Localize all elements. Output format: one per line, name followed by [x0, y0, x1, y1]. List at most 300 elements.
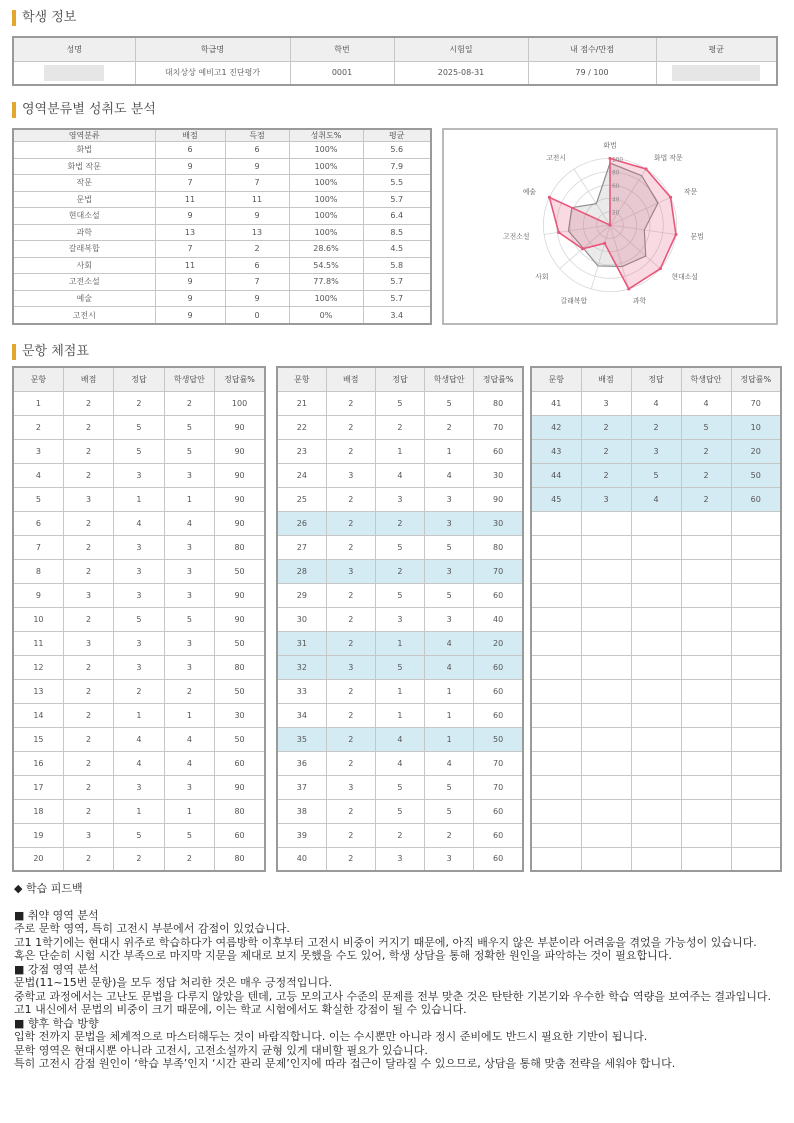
question-cell: 3 [63, 823, 113, 847]
future-direction-line-1: 입학 전까지 문법을 체계적으로 마스터해두는 것이 바람직합니다. 이는 수시뿐만 아니라 정시 준비에도 반드시 필요한 기반이 됩니다. [14, 1030, 648, 1043]
question-cell: 3 [63, 583, 113, 607]
question-cell: 5 [114, 823, 164, 847]
question-cell: 4 [425, 655, 474, 679]
empty-question-row [531, 535, 781, 559]
area-cell: 7 [225, 175, 289, 192]
question-cell: 60 [215, 751, 265, 775]
question-row [531, 463, 781, 487]
question-cell: 45 [531, 487, 581, 511]
question-cell: 9 [13, 583, 63, 607]
empty-cell [531, 607, 581, 631]
empty-question-row [531, 583, 781, 607]
empty-cell [531, 847, 581, 871]
info-header-id: 학번 [290, 37, 394, 61]
area-cell: 9 [155, 290, 225, 307]
radar-student-point [644, 167, 647, 170]
area-cell: 예술 [13, 290, 155, 307]
question-cell: 60 [474, 799, 523, 823]
question-cell: 2 [164, 679, 214, 703]
info-header-date: 시험일 [394, 37, 528, 61]
area-row [13, 241, 431, 258]
question-cell: 38 [277, 799, 326, 823]
question-cell: 90 [215, 583, 265, 607]
question-cell: 37 [277, 775, 326, 799]
question-cell: 2 [631, 415, 681, 439]
question-row [277, 751, 523, 775]
empty-cell [681, 775, 731, 799]
empty-cell [731, 607, 781, 631]
question-cell: 3 [164, 775, 214, 799]
question-cell: 30 [474, 511, 523, 535]
question-cell: 41 [531, 391, 581, 415]
empty-cell [531, 535, 581, 559]
empty-cell [681, 607, 731, 631]
empty-question-row [531, 847, 781, 871]
radar-axis-label: 작문 [683, 188, 698, 197]
question-cell: 2 [63, 847, 113, 871]
question-row [277, 679, 523, 703]
question-cell: 5 [425, 391, 474, 415]
area-cell: 100% [289, 142, 363, 159]
radar-axis-label: 고전소설 [503, 232, 530, 241]
question-cell: 2 [326, 511, 375, 535]
question-cell: 18 [13, 799, 63, 823]
question-cell: 3 [164, 631, 214, 655]
empty-cell [631, 631, 681, 655]
area-row [13, 142, 431, 159]
empty-question-row [531, 775, 781, 799]
empty-cell [731, 823, 781, 847]
question-cell: 1 [425, 679, 474, 703]
info-header-class: 학급명 [135, 37, 290, 61]
area-row [13, 257, 431, 274]
area-cell: 2 [225, 241, 289, 258]
empty-cell [681, 847, 731, 871]
question-row [277, 655, 523, 679]
empty-cell [731, 775, 781, 799]
empty-cell [731, 583, 781, 607]
question-table-3 [530, 366, 782, 872]
strong-area-line-1: 문법(11~15번 문항)을 모두 정답 처리한 것은 매우 긍정적입니다. [14, 976, 333, 989]
question-cell: 3 [375, 607, 424, 631]
radar-student-point [581, 247, 584, 250]
question-cell: 80 [215, 799, 265, 823]
question-row [531, 415, 781, 439]
question-cell: 20 [13, 847, 63, 871]
question-cell: 70 [731, 391, 781, 415]
question-cell: 14 [13, 703, 63, 727]
question-cell: 44 [531, 463, 581, 487]
question-cell: 20 [731, 439, 781, 463]
question-cell: 80 [215, 655, 265, 679]
question-cell: 3 [425, 559, 474, 583]
area-cell: 6 [225, 257, 289, 274]
question-cell: 11 [13, 631, 63, 655]
question-row [13, 511, 265, 535]
question-cell: 10 [13, 607, 63, 631]
question-cell: 2 [63, 535, 113, 559]
area-row [13, 191, 431, 208]
question-cell: 90 [215, 415, 265, 439]
question-cell: 1 [425, 703, 474, 727]
info-header-average: 평균 [656, 37, 777, 61]
question-cell: 80 [474, 535, 523, 559]
question-cell: 4 [164, 511, 214, 535]
question-cell: 3 [581, 487, 631, 511]
question-cell: 2 [63, 727, 113, 751]
question-cell: 2 [63, 679, 113, 703]
area-cell: 100% [289, 208, 363, 225]
weak-area-title: ■ 취약 영역 분석 [14, 908, 99, 922]
empty-cell [631, 775, 681, 799]
radar-student-point [659, 267, 662, 270]
area-cell: 7 [155, 241, 225, 258]
question-cell: 40 [474, 607, 523, 631]
area-cell: 3.4 [363, 307, 431, 324]
question-cell: 1 [375, 703, 424, 727]
empty-cell [581, 823, 631, 847]
question-cell: 90 [215, 439, 265, 463]
future-direction-title: ■ 향후 학습 방향 [14, 1016, 99, 1030]
empty-question-row [531, 559, 781, 583]
question-row [277, 415, 523, 439]
area-cell: 6 [155, 142, 225, 159]
area-cell: 4.5 [363, 241, 431, 258]
info-class-cell: 대치상상 예비고1 진단평가 [135, 61, 290, 85]
question-cell: 30 [215, 703, 265, 727]
radar-tick-label: 100 [611, 157, 624, 164]
empty-cell [681, 751, 731, 775]
question-cell: 2 [326, 439, 375, 463]
question-cell: 15 [13, 727, 63, 751]
question-header-cell: 정답률% [215, 367, 265, 391]
area-cell: 6 [225, 142, 289, 159]
question-cell: 80 [215, 847, 265, 871]
question-cell: 1 [425, 439, 474, 463]
question-row [277, 631, 523, 655]
question-cell: 2 [326, 727, 375, 751]
radar-axis-label: 현대소설 [671, 272, 698, 281]
area-cell: 고전시 [13, 307, 155, 324]
empty-cell [531, 631, 581, 655]
empty-cell [531, 799, 581, 823]
question-cell: 3 [581, 391, 631, 415]
area-row [13, 208, 431, 225]
question-cell: 2 [326, 391, 375, 415]
question-cell: 50 [215, 727, 265, 751]
area-cell: 현대소설 [13, 208, 155, 225]
question-row [277, 775, 523, 799]
question-cell: 2 [13, 415, 63, 439]
question-row [13, 559, 265, 583]
question-cell: 2 [581, 439, 631, 463]
question-cell: 1 [114, 703, 164, 727]
question-cell: 50 [474, 727, 523, 751]
question-cell: 90 [215, 607, 265, 631]
question-cell: 2 [326, 799, 375, 823]
strong-area-title: ■ 강점 영역 분석 [14, 962, 99, 976]
question-cell: 27 [277, 535, 326, 559]
question-header-cell: 학생답안 [164, 367, 214, 391]
empty-cell [581, 631, 631, 655]
area-cell: 과학 [13, 224, 155, 241]
empty-question-row [531, 655, 781, 679]
question-cell: 3 [114, 583, 164, 607]
area-header-cell: 득점 [225, 129, 289, 142]
empty-cell [681, 655, 731, 679]
question-cell: 2 [326, 415, 375, 439]
empty-cell [531, 559, 581, 583]
empty-question-row [531, 631, 781, 655]
question-cell: 3 [631, 439, 681, 463]
question-cell: 90 [474, 487, 523, 511]
question-cell: 10 [731, 415, 781, 439]
learning-feedback [14, 882, 784, 1071]
empty-cell [581, 847, 631, 871]
empty-cell [681, 583, 731, 607]
question-cell: 2 [63, 439, 113, 463]
question-cell: 3 [164, 583, 214, 607]
question-cell: 4 [114, 511, 164, 535]
question-cell: 3 [425, 487, 474, 511]
weak-area-line-3: 혹은 단순히 시험 시간 부족으로 마지막 지문을 제대로 보지 못했을 수도 있어, 학생 상담을 통해 정확한 원인을 파악하는 것이 필요합니다. [14, 949, 672, 962]
empty-cell [631, 703, 681, 727]
question-cell: 60 [474, 679, 523, 703]
question-header-cell: 문항 [277, 367, 326, 391]
question-cell: 24 [277, 463, 326, 487]
question-header-cell: 정답 [375, 367, 424, 391]
question-row [531, 391, 781, 415]
feedback-title: ◆ 학습 피드백 [14, 882, 83, 895]
empty-question-row [531, 679, 781, 703]
area-row [13, 224, 431, 241]
empty-cell [731, 751, 781, 775]
area-cell: 0 [225, 307, 289, 324]
question-row [13, 631, 265, 655]
area-cell: 9 [155, 208, 225, 225]
question-cell: 4 [425, 631, 474, 655]
info-id-cell: 0001 [290, 61, 394, 85]
strong-area-line-2: 중학교 과정에서는 고난도 문법을 다루지 않았을 텐데, 고등 모의고사 수준의 문제를 전부 맞춘 것은 탄탄한 기본기와 우수한 학습 역량을 보여주는 결과입니다. [14, 989, 771, 1003]
question-cell: 16 [13, 751, 63, 775]
question-cell: 1 [164, 487, 214, 511]
info-name-cell [13, 61, 135, 85]
radar-svg [444, 130, 776, 323]
empty-cell [681, 631, 731, 655]
area-analysis-title: 영역분류별 성취도 분석 [12, 102, 156, 118]
area-cell: 100% [289, 191, 363, 208]
question-cell: 4 [631, 487, 681, 511]
area-row [13, 158, 431, 175]
question-row [13, 775, 265, 799]
question-cell: 2 [63, 703, 113, 727]
question-cell: 4 [375, 751, 424, 775]
question-row [13, 823, 265, 847]
question-cell: 23 [277, 439, 326, 463]
question-row [13, 487, 265, 511]
question-cell: 2 [326, 631, 375, 655]
question-cell: 35 [277, 727, 326, 751]
radar-student-point [557, 231, 560, 234]
question-cell: 2 [63, 463, 113, 487]
question-cell: 2 [681, 487, 731, 511]
question-cell: 4 [681, 391, 731, 415]
empty-cell [681, 559, 731, 583]
empty-cell [681, 703, 731, 727]
area-cell: 7 [225, 274, 289, 291]
empty-cell [531, 655, 581, 679]
question-cell: 30 [277, 607, 326, 631]
question-cell: 30 [474, 463, 523, 487]
question-header-cell: 배점 [63, 367, 113, 391]
empty-cell [581, 607, 631, 631]
empty-cell [731, 847, 781, 871]
area-cell: 5.7 [363, 191, 431, 208]
question-row [277, 799, 523, 823]
question-cell: 2 [326, 583, 375, 607]
area-cell: 9 [155, 274, 225, 291]
question-header-cell: 정답 [114, 367, 164, 391]
question-cell: 1 [425, 727, 474, 751]
question-cell: 2 [63, 607, 113, 631]
question-cell: 50 [215, 679, 265, 703]
empty-cell [581, 703, 631, 727]
area-cell: 100% [289, 175, 363, 192]
question-cell: 2 [375, 511, 424, 535]
question-cell: 2 [681, 439, 731, 463]
area-cell: 13 [155, 224, 225, 241]
question-cell: 60 [215, 823, 265, 847]
question-cell: 3 [326, 559, 375, 583]
area-header-cell: 성취도% [289, 129, 363, 142]
question-cell: 60 [474, 847, 523, 871]
question-header-cell: 문항 [531, 367, 581, 391]
question-cell: 3 [164, 535, 214, 559]
empty-cell [531, 751, 581, 775]
question-cell: 5 [375, 775, 424, 799]
question-cell: 5 [164, 439, 214, 463]
question-cell: 2 [63, 775, 113, 799]
future-direction-line-3: 특히 고전시 감점 원인이 ‘학습 부족’인지 ‘시간 관리 문제’인지에 따라 접근이 달라질 수 있으므로, 상담을 통해 맞춤 전략을 세워야 합니다. [14, 1057, 676, 1070]
question-cell: 12 [13, 655, 63, 679]
question-cell: 2 [326, 847, 375, 871]
question-header-cell: 정답률% [474, 367, 523, 391]
question-cell: 39 [277, 823, 326, 847]
question-cell: 2 [164, 391, 214, 415]
empty-cell [631, 679, 681, 703]
future-direction-line-2: 문학 영역은 현대시뿐 아니라 고전시, 고전소설까지 균형 있게 대비할 필요가 있습니다. [14, 1043, 428, 1057]
question-header-cell: 문항 [13, 367, 63, 391]
area-cell: 5.7 [363, 274, 431, 291]
question-header-cell: 정답률% [731, 367, 781, 391]
empty-cell [631, 727, 681, 751]
empty-cell [581, 655, 631, 679]
question-cell: 5 [425, 535, 474, 559]
radar-student-point [548, 196, 551, 199]
question-cell: 90 [215, 463, 265, 487]
area-cell: 작문 [13, 175, 155, 192]
question-row [531, 439, 781, 463]
question-cell: 26 [277, 511, 326, 535]
question-cell: 2 [63, 391, 113, 415]
question-cell: 42 [531, 415, 581, 439]
question-cell: 5 [425, 775, 474, 799]
question-cell: 6 [13, 511, 63, 535]
empty-cell [731, 703, 781, 727]
radar-student-point [669, 196, 672, 199]
question-cell: 5 [425, 799, 474, 823]
area-cell: 9 [225, 158, 289, 175]
empty-question-row [531, 799, 781, 823]
question-cell: 90 [215, 487, 265, 511]
question-cell: 32 [277, 655, 326, 679]
empty-cell [581, 511, 631, 535]
question-check-title: 문항 체점표 [12, 344, 89, 360]
empty-cell [581, 583, 631, 607]
info-date-cell: 2025-08-31 [394, 61, 528, 85]
area-cell: 갈래복합 [13, 241, 155, 258]
question-cell: 60 [474, 823, 523, 847]
question-cell: 5 [114, 607, 164, 631]
empty-cell [631, 559, 681, 583]
question-row [277, 463, 523, 487]
question-cell: 2 [581, 415, 631, 439]
empty-question-row [531, 607, 781, 631]
empty-cell [681, 679, 731, 703]
area-cell: 9 [225, 290, 289, 307]
area-cell: 7 [155, 175, 225, 192]
question-cell: 5 [375, 535, 424, 559]
question-cell: 3 [63, 487, 113, 511]
area-cell: 54.5% [289, 257, 363, 274]
empty-cell [731, 679, 781, 703]
area-cell: 6.4 [363, 208, 431, 225]
empty-cell [631, 535, 681, 559]
question-cell: 2 [63, 751, 113, 775]
info-header-name: 성명 [13, 37, 135, 61]
question-cell: 5 [375, 655, 424, 679]
question-cell: 1 [114, 487, 164, 511]
question-cell: 5 [164, 607, 214, 631]
question-cell: 1 [375, 631, 424, 655]
question-header-cell: 정답 [631, 367, 681, 391]
question-cell: 28 [277, 559, 326, 583]
question-cell: 7 [13, 535, 63, 559]
empty-cell [731, 655, 781, 679]
question-cell: 3 [326, 775, 375, 799]
info-score-cell: 79 / 100 [528, 61, 656, 85]
area-cell: 5.6 [363, 142, 431, 159]
question-row [277, 559, 523, 583]
student-info-title: 학생 정보 [12, 10, 76, 26]
question-cell: 2 [114, 679, 164, 703]
question-cell: 21 [277, 391, 326, 415]
question-cell: 34 [277, 703, 326, 727]
question-cell: 4 [375, 727, 424, 751]
question-cell: 8 [13, 559, 63, 583]
area-cell: 9 [155, 158, 225, 175]
question-cell: 90 [215, 511, 265, 535]
radar-axis-label: 화법 [603, 141, 617, 150]
question-cell: 80 [474, 391, 523, 415]
question-cell: 60 [474, 583, 523, 607]
radar-tick-label: 40 [611, 197, 620, 204]
empty-cell [731, 727, 781, 751]
question-row [13, 583, 265, 607]
question-cell: 2 [375, 415, 424, 439]
empty-cell [631, 607, 681, 631]
area-cell: 28.6% [289, 241, 363, 258]
